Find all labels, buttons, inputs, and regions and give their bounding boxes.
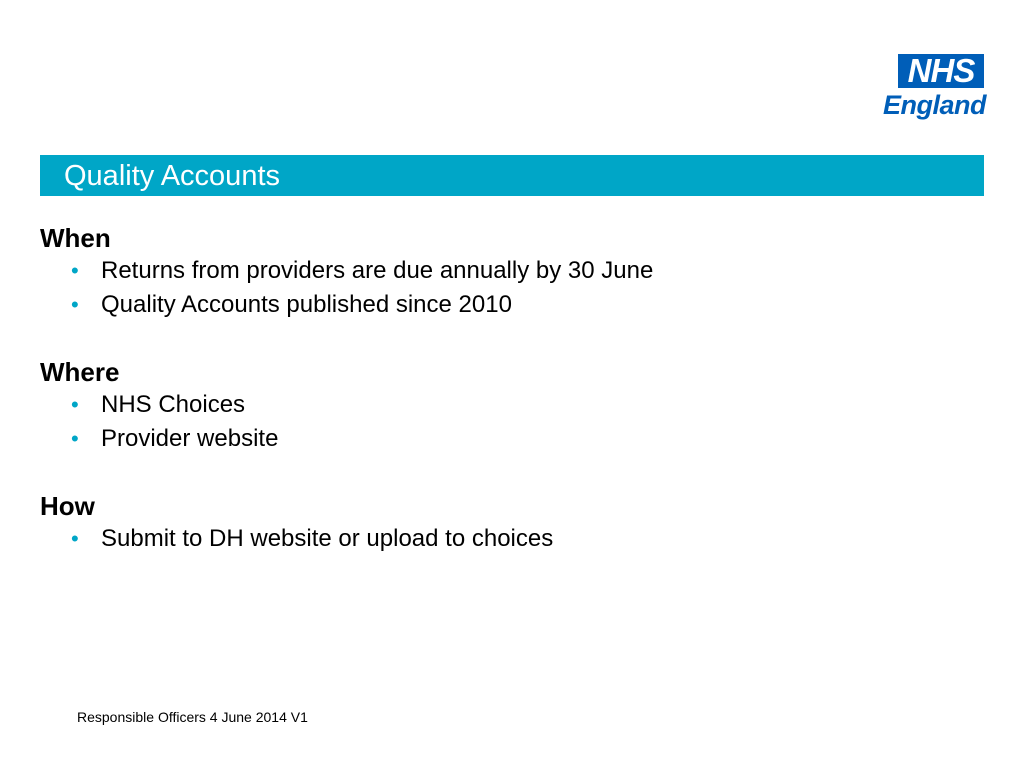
section-heading: When xyxy=(40,223,111,253)
bullet-icon: • xyxy=(71,526,79,551)
bullet-list xyxy=(40,522,960,556)
bullet-item xyxy=(40,254,960,288)
bullet-text: Returns from providers are due annually by 30 June xyxy=(101,257,654,284)
bullet-list xyxy=(40,388,960,456)
section-spacer xyxy=(40,456,960,490)
bullet-icon: • xyxy=(71,392,79,417)
bullet-item xyxy=(40,422,960,456)
title-bar xyxy=(40,155,984,196)
section-when xyxy=(40,222,960,322)
bullet-item xyxy=(40,288,960,322)
slide-content xyxy=(40,222,960,556)
bullet-list xyxy=(40,254,960,322)
nhs-logo-region: England xyxy=(883,90,986,120)
bullet-item xyxy=(40,522,960,556)
section-how xyxy=(40,490,960,556)
bullet-icon: • xyxy=(71,258,79,283)
bullet-text: NHS Choices xyxy=(101,391,246,418)
section-heading: How xyxy=(40,491,95,521)
section-heading: Where xyxy=(40,357,120,387)
footer-text: Responsible Officers 4 June 2014 V1 xyxy=(77,709,308,725)
bullet-icon: • xyxy=(71,426,79,451)
nhs-england-logo xyxy=(874,54,986,124)
bullet-text: Provider website xyxy=(101,425,279,452)
bullet-text: Submit to DH website or upload to choices xyxy=(101,525,554,552)
nhs-logo-mark: NHS xyxy=(898,54,984,88)
section-spacer xyxy=(40,322,960,356)
slide-title: Quality Accounts xyxy=(64,160,280,192)
bullet-icon: • xyxy=(71,292,79,317)
bullet-text: Quality Accounts published since 2010 xyxy=(101,291,512,318)
section-where xyxy=(40,356,960,456)
bullet-item xyxy=(40,388,960,422)
